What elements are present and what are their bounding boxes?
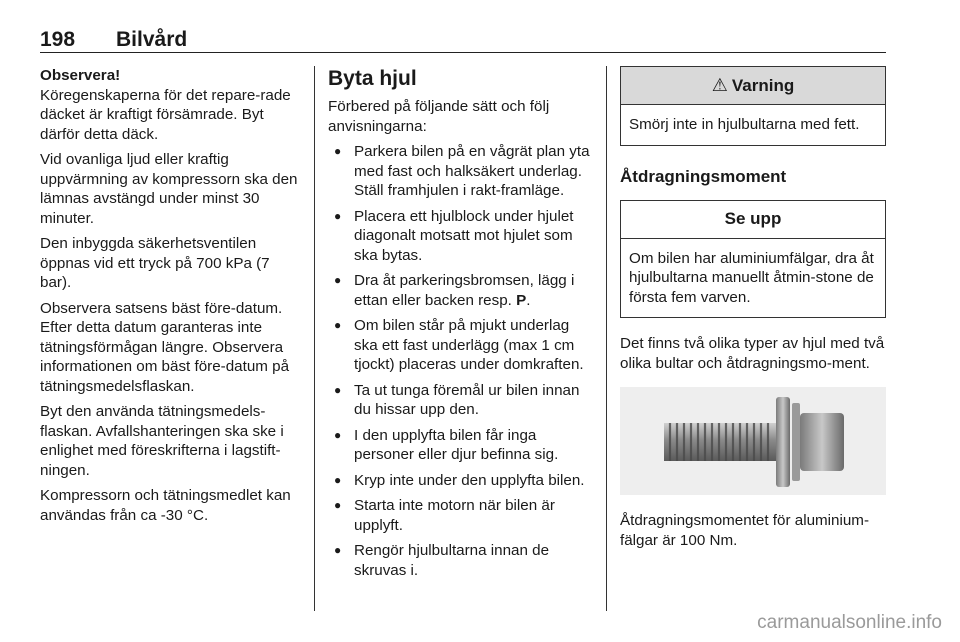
intro-text: Förbered på följande sätt och följ anvisningarna: — [328, 98, 550, 135]
page-header — [40, 26, 886, 53]
column-divider — [606, 66, 607, 611]
caution-box — [620, 200, 886, 319]
paragraph: Den inbyggda säkerhetsventilen öppnas vid ett tryck på 700 kPa (7 bar). — [40, 235, 270, 291]
column-divider — [314, 66, 315, 611]
chapter-title: Bilvård — [116, 28, 188, 51]
list-item: ● Ta ut tunga föremål ur bilen innan du hissar upp den. — [328, 381, 594, 420]
paragraph: Vid ovanliga ljud eller kraftig uppvärmning av kompressorn ska den lämnas avstängd under minst 30 minuter. — [40, 151, 298, 227]
wheel-bolt-illustration-icon — [620, 387, 886, 495]
paragraph: Kompressorn och tätningsmedlet kan användas från ca -30 °C. — [40, 487, 291, 524]
bolts-text: Det finns två olika typer av hjul med två olika bultar och åtdragningsmo-ment. — [620, 335, 885, 372]
warning-header — [621, 67, 885, 105]
list-item: ● Parkera bilen på en vågrät plan yta med fast och halksäkert underlag. Ställ framhjulen i rakt-framläge. — [328, 142, 594, 201]
warning-title: Varning — [731, 75, 795, 95]
list-item: ● Starta inte motorn när bilen är upplyft. — [328, 496, 594, 535]
paragraph: Byt den använda tätningsmedels-flaskan. Avfallshanteringen ska ske i enlighet med föreskrifterna i lagstift-ningen. — [40, 403, 284, 479]
list-item: ● Placera ett hjulblock under hjulet diagonalt motsatt mot hjulet som ska bytas. — [328, 207, 594, 266]
list-item-suffix: . — [526, 291, 531, 309]
list-item: ● Om bilen står på mjukt underlag ska ett fast underlägg (max 1 cm tjockt) placeras under domkraften. — [328, 316, 594, 375]
paragraph: Köregenskaperna för det repare-rade däcket är kraftigt försämrade. Byt därför detta däck. — [40, 86, 291, 143]
page-number: 198 — [40, 28, 76, 51]
gear-p-label: P — [516, 291, 527, 309]
note-title: Observera! — [40, 67, 121, 84]
watermark: carmanualsonline.info — [757, 612, 942, 633]
caution-text: Om bilen har aluminiumfälgar, dra åt hjulbultarna manuellt åtmin-stone de första fem varven. — [629, 249, 874, 306]
section-title: Byta hjul — [328, 67, 417, 90]
caution-header: Se upp — [621, 201, 885, 239]
torque-heading: Åtdragningsmoment — [620, 166, 787, 186]
warning-icon: ⚠ — [711, 74, 728, 95]
warning-box — [620, 66, 886, 146]
torque-text: Åtdragningsmomentet för aluminium-fälgar är 100 Nm. — [620, 512, 870, 549]
list-item: ● Rengör hjulbultarna innan de skruvas i. — [328, 541, 594, 580]
list-item: ● I den upplyfta bilen får inga personer eller djur befinna sig. — [328, 426, 594, 465]
column-left — [40, 66, 302, 531]
list-item-text: Dra åt parkeringsbromsen, lägg i ettan eller backen resp. — [354, 272, 575, 309]
warning-text: Smörj inte in hjulbultarna med fett. — [629, 116, 860, 133]
list-item: ● Kryp inte under den upplyfta bilen. — [328, 471, 594, 491]
paragraph: Observera satsens bäst före-datum. Efter detta datum garanteras inte tätningsförmågan längre. Observera informationen om bäst före-datum på tätningsmedelsflaskan. — [40, 299, 290, 395]
column-right — [620, 66, 886, 556]
list-item — [328, 271, 594, 310]
instruction-list — [328, 142, 594, 580]
column-middle — [328, 66, 594, 586]
